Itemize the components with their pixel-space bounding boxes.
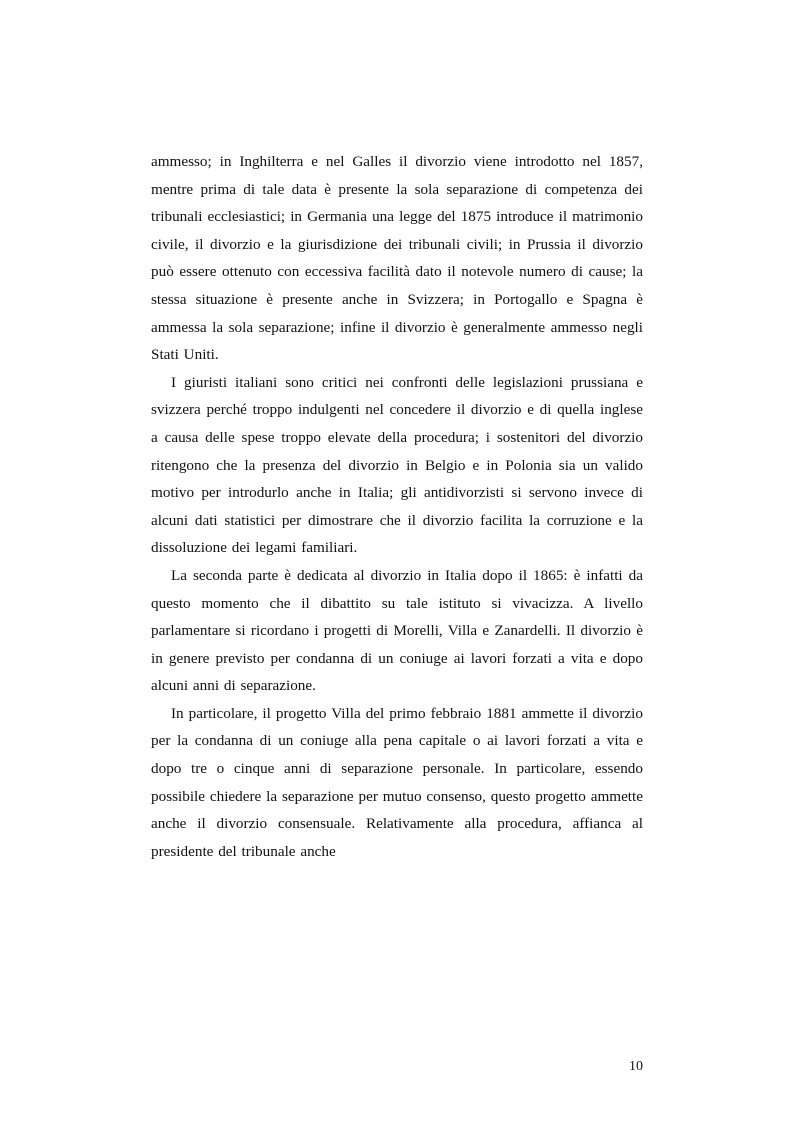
- paragraph-1: ammesso; in Inghilterra e nel Galles il divorzio viene introdotto nel 1857, mentre prima di tale data è presente la sola separazione di competenza dei tribunali ecclesiastici; in Germania una legge del 1875 introduce il matrimonio civile, il divorzio e la giurisdizione dei tribunali civili; in Prussia il divorzio può essere ottenuto con eccessiva facilità dato il notevole numero di cause; la stessa situazione è presente anche in Svizzera; in Portogallo e Spagna è ammessa la sola separazione; infine il divorzio è generalmente ammesso negli Stati Uniti.: [151, 153, 643, 364]
- page-body: [151, 148, 643, 865]
- page-number: 10: [629, 1059, 643, 1074]
- paragraph-2: I giuristi italiani sono critici nei confronti delle legislazioni prussiana e svizzera perché troppo indulgenti nel concedere il divorzio e di quella inglese a causa delle spese troppo elevate della procedura; i sostenitori del divorzio ritengono che la presenza del divorzio in Belgio e in Polonia sia un valido motivo per introdurlo anche in Italia; gli antidivorzisti si servono invece di alcuni dati statistici per dimostrare che il divorzio facilita la corruzione e la dissoluzione dei legami familiari.: [151, 373, 643, 557]
- paragraph-3: La seconda parte è dedicata al divorzio in Italia dopo il 1865: è infatti da questo momento che il dibattito su tale istituto si vivacizza. A livello parlamentare si ricordano i progetti di Morelli, Villa e Zanardelli. Il divorzio è in genere previsto per condanna di un coniuge ai lavori forzati a vita e dopo alcuni anni di separazione.: [151, 566, 643, 695]
- paragraph-4: In particolare, il progetto Villa del primo febbraio 1881 ammette il divorzio per la condanna di un coniuge alla pena capitale o ai lavori forzati a vita e dopo tre o cinque anni di separazione personale. In particolare, essendo possibile chiedere la separazione per mutuo consenso, questo progetto ammette anche il divorzio consensuale. Relativamente alla procedura, affianca al presidente del tribunale anche: [151, 704, 643, 860]
